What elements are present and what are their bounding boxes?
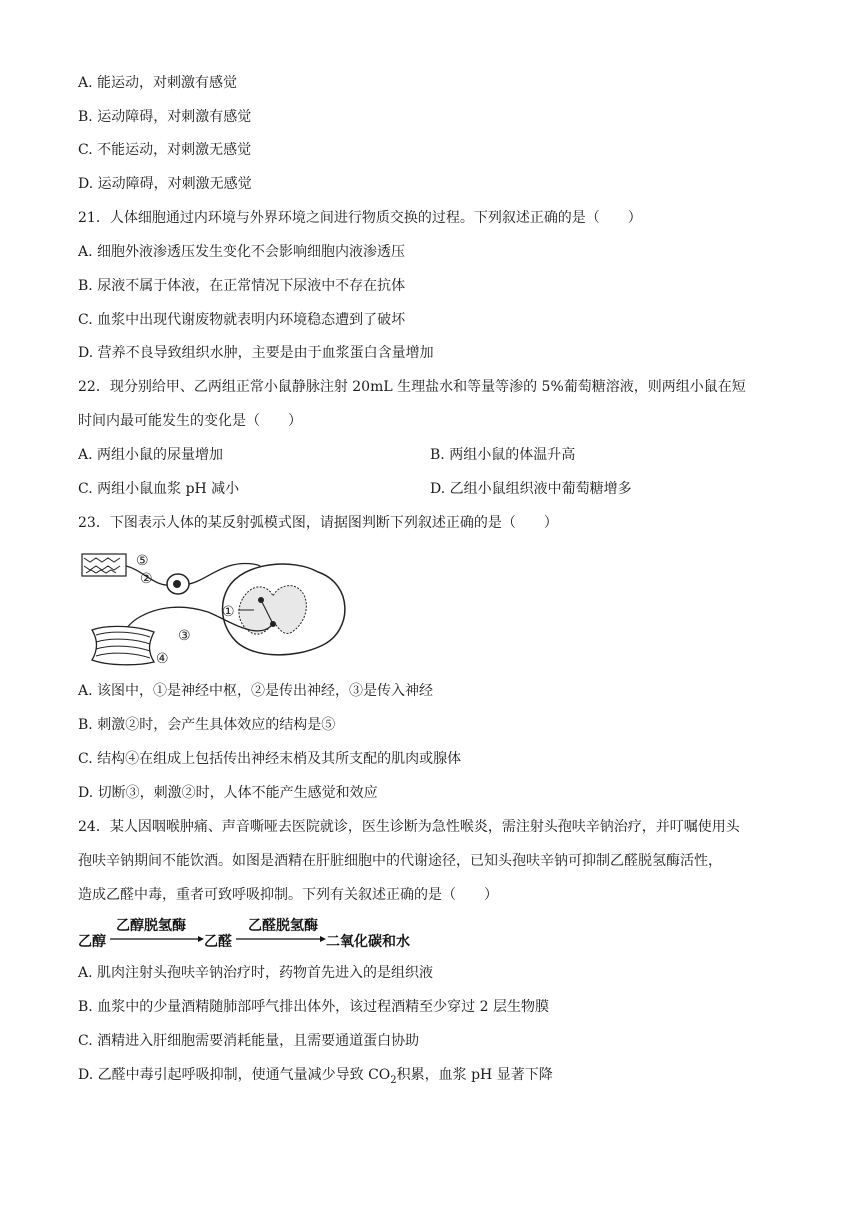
pathway-intermediate: 乙醛 bbox=[204, 934, 232, 950]
q21-stem: 21．人体细胞通过内环境与外界环境之间进行物质交换的过程。下列叙述正确的是（ ） bbox=[78, 210, 642, 226]
q20-option-d: D. 运动障碍，对刺激无感觉 bbox=[78, 176, 252, 192]
q20-option-c: C. 不能运动，对刺激无感觉 bbox=[78, 142, 252, 158]
effector-muscle bbox=[92, 626, 154, 664]
label-1: ① bbox=[222, 604, 235, 620]
q22-option-c: C. 两组小鼠血浆 pH 减小 bbox=[78, 481, 240, 497]
q24-option-d bbox=[78, 1065, 553, 1091]
q24-option-d-subscript: 2 bbox=[390, 1074, 397, 1086]
q20-option-a: A. 能运动，对刺激有感觉 bbox=[78, 75, 238, 91]
label-3: ③ bbox=[178, 628, 191, 644]
q21-option-b: B. 尿液不属于体液，在正常情况下尿液中不存在抗体 bbox=[78, 278, 406, 294]
q24-option-a: A. 肌肉注射头孢呋辛钠治疗时，药物首先进入的是组织液 bbox=[78, 965, 434, 981]
pathway-enzyme1: 乙醇脱氢酶 bbox=[116, 918, 186, 934]
pathway-substrate: 乙醇 bbox=[78, 934, 106, 950]
label-2: ② bbox=[140, 571, 153, 587]
q24-option-c: C. 酒精进入肝细胞需要消耗能量，且需要通道蛋白协助 bbox=[78, 1033, 420, 1049]
q24-stem-line3: 造成乙醛中毒，重者可致呼吸抑制。下列有关叙述正确的是（ ） bbox=[78, 887, 498, 903]
q24-option-d-text2: 积累，血浆 pH 显著下降 bbox=[396, 1067, 553, 1083]
q22-option-a: A. 两组小鼠的尿量增加 bbox=[78, 447, 224, 463]
q21-option-a: A. 细胞外液渗透压发生变化不会影响细胞内液渗透压 bbox=[78, 244, 406, 260]
pathway-product: 二氧化碳和水 bbox=[326, 934, 410, 950]
q20-option-b: B. 运动障碍，对刺激有感觉 bbox=[78, 109, 252, 125]
label-5: ⑤ bbox=[136, 553, 149, 569]
label-4: ④ bbox=[156, 651, 169, 667]
q24-option-b: B. 血浆中的少量酒精随肺部呼气排出体外，该过程酒精至少穿过 2 层生物膜 bbox=[78, 999, 549, 1015]
q22-option-d: D. 乙组小鼠组织液中葡萄糖增多 bbox=[430, 481, 632, 497]
pathway-enzyme2: 乙醛脱氢酶 bbox=[248, 918, 318, 934]
q22-stem-line1: 22．现分别给甲、乙两组正常小鼠静脉注射 20mL 生理盐水和等量等渗的 5%葡萄糖溶液，则两组小鼠在短 bbox=[78, 379, 746, 395]
receptor-skin bbox=[82, 554, 126, 576]
q24-stem-line2: 孢呋辛钠期间不能饮酒。如图是酒精在肝脏细胞中的代谢途径，已知头孢呋辛钠可抑制乙醛脱氢酶活性， bbox=[78, 853, 722, 869]
alcohol-metabolism-pathway bbox=[76, 914, 436, 954]
q23-option-d: D. 切断③，刺激②时，人体不能产生感觉和效应 bbox=[78, 785, 378, 801]
q22-stem-line2: 时间内最可能发生的变化是（ ） bbox=[78, 413, 302, 429]
q22-option-b: B. 两组小鼠的体温升高 bbox=[430, 447, 576, 463]
q21-option-c: C. 血浆中出现代谢废物就表明内环境稳态遭到了破坏 bbox=[78, 312, 406, 328]
q21-option-d: D. 营养不良导致组织水肿，主要是由于血浆蛋白含量增加 bbox=[78, 345, 434, 361]
reflex-arc-figure bbox=[78, 540, 358, 670]
q23-option-a: A. 该图中，①是神经中枢，②是传出神经，③是传入神经 bbox=[78, 683, 434, 699]
q23-stem: 23．下图表示人体的某反射弧模式图，请据图判断下列叙述正确的是（ ） bbox=[78, 515, 558, 531]
q23-option-c: C. 结构④在组成上包括传出神经末梢及其所支配的肌肉或腺体 bbox=[78, 751, 462, 767]
q24-option-d-text1: D. 乙醛中毒引起呼吸抑制，使通气量减少导致 CO bbox=[78, 1067, 391, 1083]
q23-option-b: B. 刺激②时，会产生具体效应的结构是⑤ bbox=[78, 717, 336, 733]
q24-stem-line1: 24．某人因咽喉肿痛、声音嘶哑去医院就诊，医生诊断为急性喉炎，需注射头孢呋辛钠治疗，并叮嘱使用头 bbox=[78, 819, 740, 835]
